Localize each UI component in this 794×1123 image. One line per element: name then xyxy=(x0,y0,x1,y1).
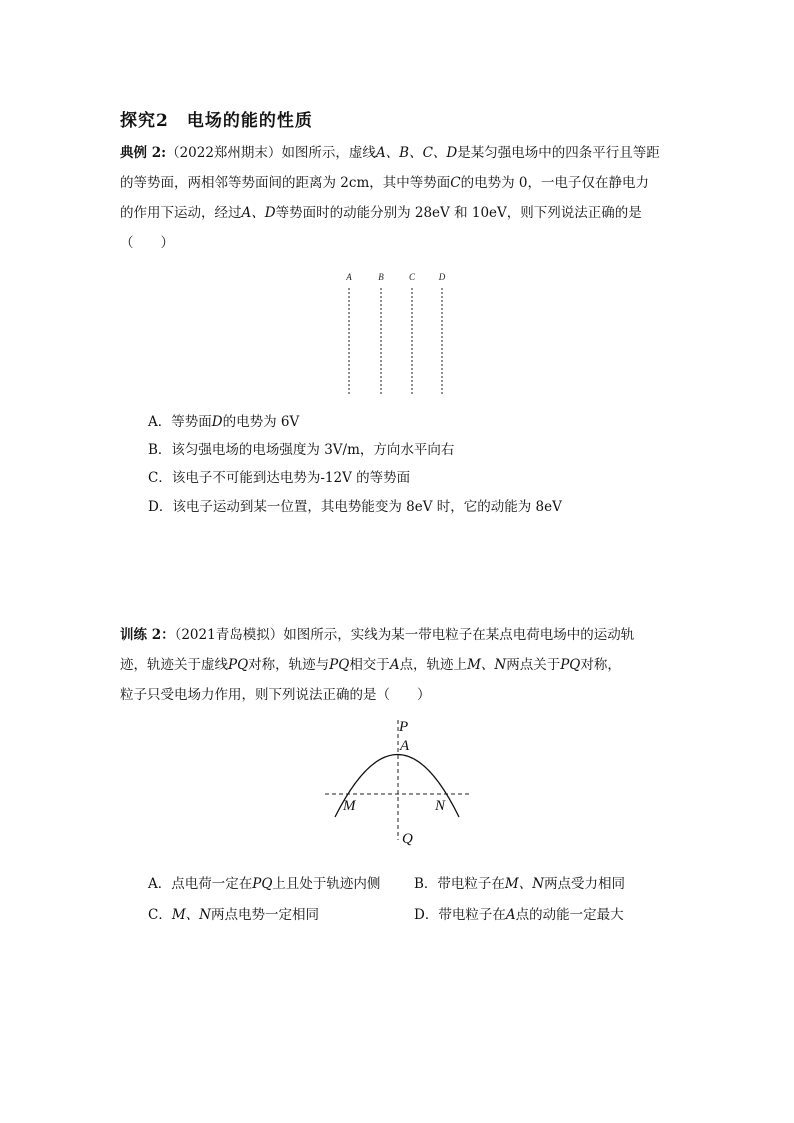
section-heading: 探究2 电场的能的性质 xyxy=(120,111,313,131)
option-text: 上且处于轨迹内侧 xyxy=(272,876,381,892)
training-var: M、N xyxy=(467,657,507,673)
training-line-2 xyxy=(120,650,634,680)
training-option-c xyxy=(148,903,319,923)
training-line-3: 粒子只受电场力作用，则下列说法正确的是（ ） xyxy=(120,687,431,703)
example-text: 的等势面，两相邻等势面间的距离为 2cm，其中等势面 xyxy=(120,175,451,191)
example-vars: C xyxy=(450,175,461,191)
training-text: 对称， xyxy=(580,657,621,673)
option-text: B．带电粒子在 xyxy=(414,876,505,892)
training-option-d xyxy=(414,903,624,923)
training-paragraph xyxy=(120,620,634,710)
training-text: 如图所示，实线为某一带电粒子在某点电荷电场中的运动轨 xyxy=(283,627,635,643)
surface-label-b: B xyxy=(378,272,384,282)
answer-bracket: （ ） xyxy=(120,235,174,251)
example-line-2 xyxy=(120,168,660,198)
surface-label-d: D xyxy=(438,272,446,282)
training-label: 训练 2： xyxy=(120,627,175,643)
training-text: 迹，轨迹关于虚线 xyxy=(120,657,228,673)
option-text: D．带电粒子在 xyxy=(414,907,506,923)
training-line-1 xyxy=(120,620,634,650)
example-text: 的电势为 0，一电子仅在静电力 xyxy=(460,175,649,191)
option-text: 两点电势一定相同 xyxy=(210,907,319,923)
example-line-1 xyxy=(120,138,660,168)
trajectory-figure xyxy=(320,712,480,852)
training-option-b xyxy=(414,872,625,892)
option-text: A．点电荷一定在 xyxy=(148,876,253,892)
example-text: 等势面时的动能分别为 28eV 和 10eV，则下列说法正确的是 xyxy=(275,205,642,221)
training-var: A xyxy=(389,657,400,673)
option-b: B．该匀强电场的电场强度为 3V/m，方向水平向右 xyxy=(148,442,455,458)
option-var: M、N xyxy=(171,907,211,923)
option-a xyxy=(148,410,299,430)
label-a: A xyxy=(400,738,410,754)
option-text: 点的动能一定最大 xyxy=(515,907,624,923)
training-option-a xyxy=(148,872,380,892)
option-var: PQ xyxy=(252,876,273,892)
label-q: Q xyxy=(402,831,413,847)
option-var: A xyxy=(505,907,516,923)
training-text: 对称，轨迹与 xyxy=(248,657,330,673)
option-text: 的电势为 6V xyxy=(222,414,300,430)
option-text: 两点受力相同 xyxy=(544,876,626,892)
training-text: 点，轨迹上 xyxy=(399,657,468,673)
example-label: 典例 2: xyxy=(120,145,167,161)
option-var: D xyxy=(211,414,223,430)
training-source: （2021青岛模拟） xyxy=(174,627,284,643)
option-c: C．该电子不可能到达电势为-12V 的等势面 xyxy=(148,470,411,486)
example-source: （2022郑州期末） xyxy=(166,145,282,161)
surface-label-a: A xyxy=(346,272,352,282)
example-text: 的作用下运动，经过 xyxy=(120,205,242,221)
training-text: 相交于 xyxy=(349,657,390,673)
surface-label-c: C xyxy=(408,272,416,282)
example-text: 如图所示，虚线 xyxy=(281,145,376,161)
training-var: PQ xyxy=(560,657,581,673)
option-text: C． xyxy=(148,907,172,923)
label-m: M xyxy=(343,798,356,814)
example-vars: A、B、C、D xyxy=(375,145,458,161)
training-text: 两点关于 xyxy=(506,657,561,673)
option-d: D．该电子运动到某一位置，其电势能变为 8eV 时，它的动能为 8eV xyxy=(148,499,562,515)
example-line-3 xyxy=(120,198,660,228)
training-var: PQ xyxy=(329,657,350,673)
option-text: A．等势面 xyxy=(148,414,212,430)
equipotential-figure xyxy=(330,268,460,398)
option-var: M、N xyxy=(504,876,545,892)
training-var: PQ xyxy=(228,657,249,673)
example-text: 是某匀强电场中的四条平行且等距 xyxy=(457,145,660,161)
label-p: P xyxy=(399,719,409,735)
example-vars: A、D xyxy=(241,205,276,221)
example-paragraph xyxy=(120,138,660,258)
label-n: N xyxy=(435,798,446,814)
